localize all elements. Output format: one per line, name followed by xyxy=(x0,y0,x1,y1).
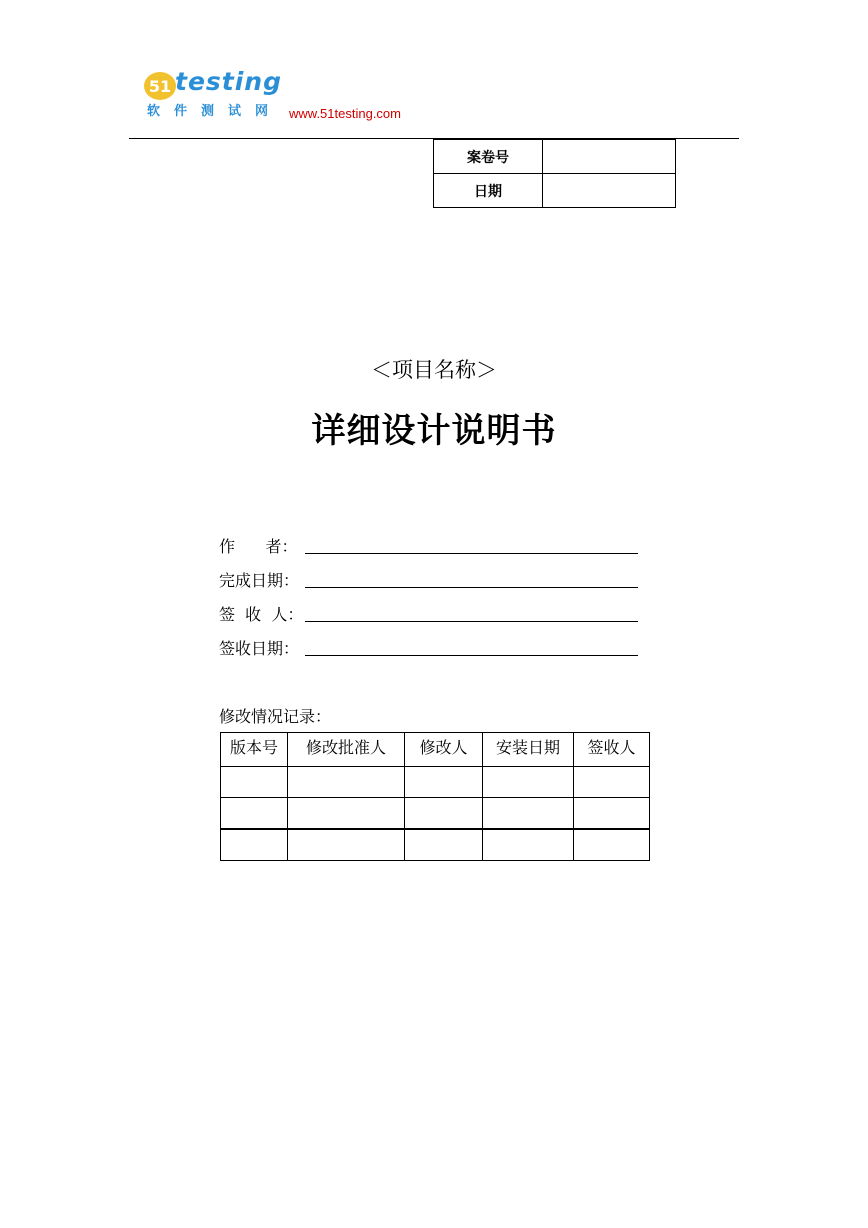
column-header: 签收人 xyxy=(574,733,650,767)
file-number-label: 案卷号 xyxy=(434,140,543,174)
document-title: 详细设计说明书 xyxy=(311,411,557,451)
table-cell xyxy=(574,798,650,830)
file-info-table xyxy=(433,139,676,208)
revision-header-row xyxy=(221,733,650,767)
logo-ball-icon xyxy=(143,71,177,101)
file-date-value xyxy=(543,174,676,208)
table-cell xyxy=(574,829,650,861)
table-cell xyxy=(483,829,574,861)
signature-label: 作 者： xyxy=(219,537,298,556)
logo-number: 51 xyxy=(148,77,172,96)
signature-label: 签 收 人： xyxy=(219,605,304,624)
table-cell xyxy=(288,767,405,798)
51testing-logo xyxy=(143,67,293,120)
table-cell xyxy=(574,767,650,798)
signature-label: 完成日期： xyxy=(219,571,300,590)
column-header: 修改人 xyxy=(405,733,483,767)
signature-underline xyxy=(305,655,638,656)
signature-underline xyxy=(305,621,638,622)
table-cell xyxy=(288,798,405,830)
file-info-row xyxy=(434,140,676,174)
column-header: 版本号 xyxy=(221,733,288,767)
table-row xyxy=(221,798,650,830)
table-cell xyxy=(288,829,405,861)
table-cell xyxy=(221,798,288,830)
file-number-value xyxy=(543,140,676,174)
project-name: ＜项目名称＞ xyxy=(371,358,497,382)
revision-record-label: 修改情况记录： xyxy=(219,707,332,726)
file-info-row xyxy=(434,174,676,208)
table-cell xyxy=(405,798,483,830)
signature-label: 签收日期： xyxy=(219,639,300,658)
column-header: 修改批准人 xyxy=(288,733,405,767)
table-cell xyxy=(483,767,574,798)
table-cell xyxy=(405,767,483,798)
revision-table xyxy=(220,732,650,861)
signature-underline xyxy=(305,587,638,588)
column-header: 安装日期 xyxy=(483,733,574,767)
table-cell xyxy=(221,767,288,798)
signature-underline xyxy=(305,553,638,554)
logo-subtitle: 软件测试网 xyxy=(147,104,283,119)
table-cell xyxy=(405,829,483,861)
site-url[interactable]: www.51testing.com xyxy=(289,106,401,121)
logo-word: testing xyxy=(175,67,282,96)
table-row xyxy=(221,829,650,861)
file-date-label: 日期 xyxy=(434,174,543,208)
table-cell xyxy=(221,829,288,861)
table-row xyxy=(221,767,650,798)
table-cell xyxy=(483,798,574,830)
